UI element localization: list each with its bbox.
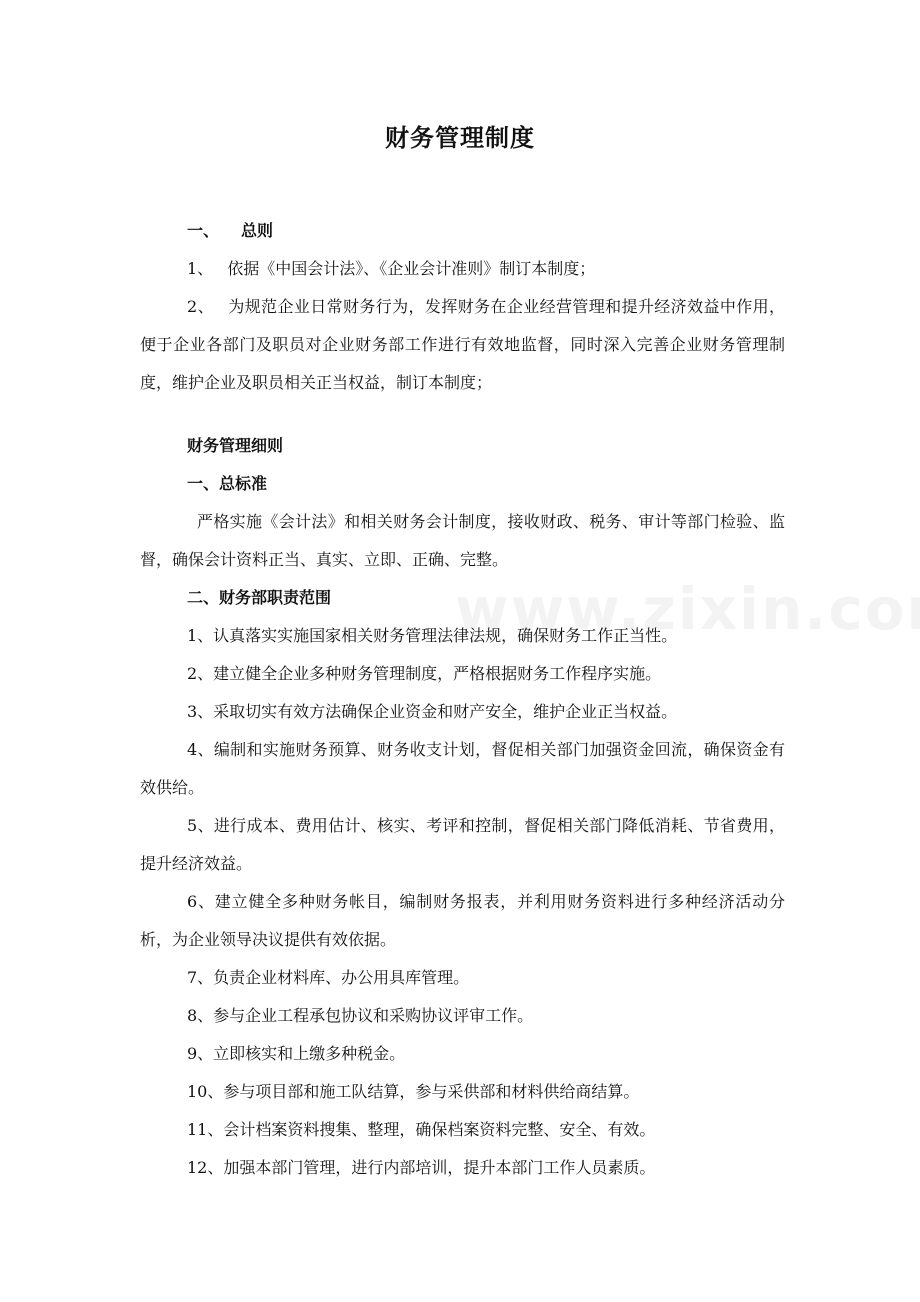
duty-item-11: 11、会计档案资料搜集、整理，确保档案资料完整、安全、有效。 — [187, 1120, 656, 1139]
section-number: 一、 — [187, 221, 220, 240]
duty-item-8: 8、参与企业工程承包协议和采购协议评审工作。 — [187, 1006, 534, 1025]
item-number: 2、 — [187, 297, 214, 316]
general-item-1 — [140, 250, 785, 288]
standard-heading: 一、总标准 — [187, 474, 268, 493]
duty-item-7: 7、负责企业材料库、办公用具库管理。 — [187, 968, 470, 987]
standard-paragraph: 严格实施《会计法》和相关财务会计制度，接收财政、税务、审计等部门检验、监督，确保会计资料正当、真实、立即、正确、完整。 — [140, 512, 785, 569]
duties-heading: 二、财务部职责范围 — [187, 588, 332, 607]
duty-item-1: 1、认真落实实施国家相关财务管理法律法规，确保财务工作正当性。 — [187, 626, 678, 645]
duty-item-5: 5、进行成本、费用估计、核实、考评和控制，督促相关部门降低消耗、节省费用，提升经济效益。 — [140, 816, 785, 873]
item-text: 依据《中国会计法》、《企业会计准则》制订本制度； — [227, 259, 596, 278]
section-heading-general — [140, 212, 785, 250]
duty-item-6: 6、建立健全多种财务帐目，编制财务报表，并利用财务资料进行多种经济活动分析，为企业领导决议提供有效依据。 — [140, 892, 785, 949]
section-title: 总则 — [241, 221, 274, 240]
general-item-2 — [140, 288, 785, 402]
rules-heading: 财务管理细则 — [187, 436, 284, 455]
duty-item-3: 3、采取切实有效方法确保企业资金和财产安全，维护企业正当权益。 — [187, 702, 678, 721]
item-number: 1、 — [187, 259, 214, 278]
item-text: 为规范企业日常财务行为，发挥财务在企业经营管理和提升经济效益中作用，便于企业各部门及职员对企业财务部工作进行有效地监督，同时深入完善企业财务管理制度，维护企业及职员相关正当权益，制订本制度； — [140, 297, 785, 392]
duty-item-9: 9、立即核实和上缴多种税金。 — [187, 1044, 406, 1063]
duty-item-12: 12、加强本部门管理，进行内部培训，提升本部门工作人员素质。 — [187, 1158, 656, 1177]
document-title: 财务管理制度 — [385, 124, 535, 152]
duty-item-10: 10、参与项目部和施工队结算，参与采供部和材料供给商结算。 — [187, 1082, 640, 1101]
document-body — [140, 212, 785, 1187]
duty-item-2: 2、建立健全企业多种财务管理制度，严格根据财务工作程序实施。 — [187, 664, 662, 683]
duty-item-4: 4、编制和实施财务预算、财务收支计划，督促相关部门加强资金回流，确保资金有效供给。 — [140, 740, 785, 797]
